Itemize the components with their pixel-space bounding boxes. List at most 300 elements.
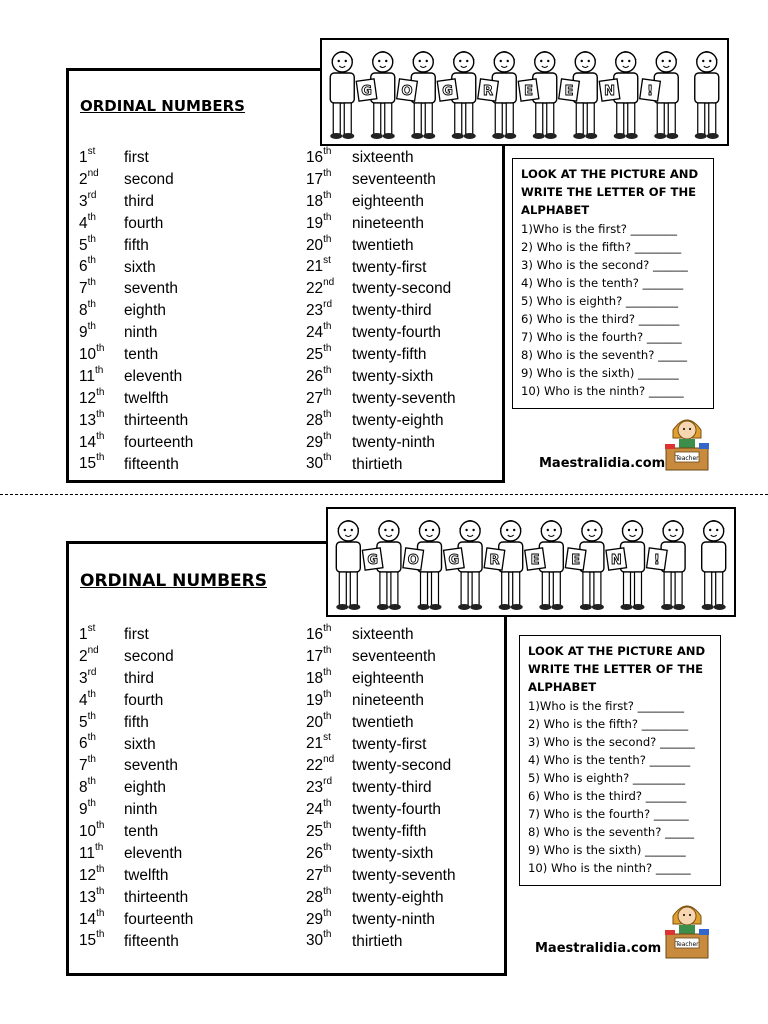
ordinal-number: [79, 408, 124, 430]
ordinal-row: [306, 931, 456, 953]
ordinal-digits: 24: [306, 324, 324, 342]
ordinal-word: twenty-ninth: [352, 433, 435, 451]
ordinal-suffix: th: [96, 408, 105, 420]
ordinal-word: thirtieth: [352, 932, 403, 950]
quiz-question: 3) Who is the second? ______: [521, 258, 688, 272]
ordinal-suffix: th: [323, 820, 332, 832]
ordinal-number: [306, 364, 352, 386]
ordinal-suffix: th: [87, 277, 96, 289]
banner-letter-card: [484, 548, 505, 570]
ordinal-number: [306, 211, 352, 233]
ordinal-word: sixteenth: [352, 626, 414, 644]
ordinal-row: [306, 885, 456, 910]
ordinal-number: [306, 688, 352, 710]
banner-letter: !: [647, 84, 654, 99]
ordinal-suffix: rd: [323, 776, 333, 788]
ordinal-number: [306, 454, 352, 473]
ordinal-word: thirteenth: [124, 888, 189, 906]
quiz-heading: LOOK AT THE PICTURE AND WRITE THE LETTER OF THE ALPHABET: [521, 167, 699, 217]
banner-letter: R: [489, 553, 500, 568]
ordinal-digits: 16: [306, 626, 324, 644]
ordinal-digits: 20: [306, 713, 324, 731]
ordinal-number: [306, 907, 352, 929]
ordinal-suffix: th: [323, 863, 332, 875]
banner-letter: !: [653, 553, 660, 568]
ordinal-row: [306, 666, 456, 691]
ordinal-suffix: th: [323, 430, 332, 442]
ordinal-row: [79, 189, 193, 214]
ordinal-number: [306, 279, 352, 298]
ordinal-number: [306, 233, 352, 255]
ordinal-number: [306, 148, 352, 167]
ordinal-word: twenty-sixth: [352, 368, 434, 386]
ordinal-suffix: th: [323, 452, 332, 464]
ordinal-row: [306, 863, 456, 888]
ordinal-suffix: th: [87, 710, 96, 722]
ordinal-suffix: th: [323, 623, 332, 634]
ordinal-suffix: th: [87, 798, 96, 810]
ordinal-digits: 29: [306, 910, 324, 928]
kid-figure: [330, 51, 354, 139]
ordinal-digits: 5: [79, 236, 88, 254]
ordinal-digits: 7: [79, 280, 88, 298]
ordinal-row: [79, 931, 193, 953]
quiz-question: 5) Who is eighth? _________: [521, 294, 679, 308]
ordinal-row: [306, 279, 456, 301]
ordinal-row: [306, 454, 456, 476]
banner-letter: E: [530, 553, 540, 568]
banner-letter-card: [606, 548, 627, 570]
ordinal-row: [306, 386, 456, 411]
ordinal-word: twenty-second: [352, 757, 452, 775]
ordinal-left-column-top: [79, 148, 193, 476]
page-title-top: ORDINAL NUMBERS: [80, 97, 245, 115]
banner-letter-card: [525, 548, 546, 570]
ordinal-digits: 2: [79, 648, 88, 666]
teacher-illustration-bottom: [661, 898, 713, 967]
banner-letter-card: [559, 79, 580, 101]
ordinal-digits: 12: [79, 866, 97, 884]
cut-line-divider: [0, 494, 768, 495]
ordinal-digits: 13: [79, 888, 97, 906]
kids-banner-bottom: [326, 507, 736, 617]
banner-letter: O: [407, 553, 419, 568]
ordinal-number: [79, 233, 124, 255]
quiz-heading: LOOK AT THE PICTURE AND WRITE THE LETTER OF THE ALPHABET: [528, 644, 706, 694]
ordinal-suffix: rd: [87, 666, 97, 678]
ordinal-word: twenty-fifth: [352, 823, 427, 841]
ordinal-suffix: th: [96, 885, 105, 897]
quiz-question: 1)Who is the first? ________: [521, 222, 678, 236]
ordinal-number: [306, 189, 352, 211]
ordinal-word: fifth: [124, 236, 149, 254]
ordinal-digits: 16: [306, 149, 324, 167]
ordinal-digits: 1: [79, 626, 88, 644]
ordinal-row: [79, 800, 193, 822]
ordinal-number: [79, 778, 124, 797]
ordinal-word: tenth: [124, 346, 159, 364]
ordinal-number: [79, 625, 124, 644]
ordinal-digits: 11: [79, 845, 95, 863]
ordinal-row: [306, 301, 456, 323]
banner-letter: R: [483, 84, 494, 99]
ordinal-word: tenth: [124, 823, 159, 841]
ordinal-digits: 9: [79, 801, 88, 819]
ordinal-row: [306, 778, 456, 800]
quiz-box-top: [512, 158, 714, 409]
quiz-box-bottom: [519, 635, 721, 886]
ordinal-digits: 14: [79, 433, 97, 451]
ordinal-suffix: th: [323, 146, 332, 157]
ordinal-suffix: th: [87, 688, 96, 700]
ordinal-row: [306, 167, 456, 192]
ordinal-number: [79, 863, 124, 885]
ordinal-number: [306, 625, 352, 644]
ordinal-digits: 23: [306, 302, 324, 320]
ordinal-number: [79, 257, 124, 276]
ordinal-word: twenty-first: [352, 258, 427, 276]
ordinal-row: [79, 885, 193, 910]
ordinal-suffix: th: [323, 408, 332, 420]
ordinal-number: [306, 778, 352, 797]
ordinal-row: [306, 189, 456, 214]
banner-letter: E: [564, 84, 574, 99]
ordinal-suffix: th: [323, 885, 332, 897]
quiz-question: 4) Who is the tenth? _______: [528, 753, 691, 767]
ordinal-suffix: th: [87, 299, 96, 311]
ordinal-number: [79, 167, 124, 189]
ordinal-row: [79, 279, 193, 301]
ordinal-row: [79, 454, 193, 476]
ordinal-digits: 17: [306, 648, 324, 666]
ordinal-digits: 27: [306, 866, 324, 884]
ordinal-number: [79, 931, 124, 950]
ordinal-digits: 25: [306, 823, 324, 841]
ordinal-digits: 28: [306, 888, 324, 906]
ordinal-row: [79, 386, 193, 411]
banner-letter-card: [397, 79, 418, 101]
ordinal-word: eighth: [124, 779, 166, 797]
ordinal-word: eighth: [124, 302, 166, 320]
ordinal-word: twenty-eighth: [352, 888, 444, 906]
ordinal-number: [79, 800, 124, 819]
quiz-question: 7) Who is the fourth? ______: [528, 807, 689, 821]
ordinal-number: [306, 257, 352, 276]
quiz-question: 8) Who is the seventh? _____: [528, 825, 695, 839]
banner-letter: G: [448, 553, 460, 568]
ordinal-digits: 22: [306, 280, 324, 298]
ordinal-digits: 20: [306, 236, 324, 254]
ordinal-row: [306, 408, 456, 433]
banner-letter-card: [356, 79, 377, 101]
quiz-question: 9) Who is the sixth) _______: [528, 843, 686, 857]
ordinal-left-column-bottom: [79, 625, 193, 953]
banner-letter: E: [524, 84, 533, 99]
ordinal-number: [306, 734, 352, 753]
ordinal-suffix: th: [323, 666, 332, 678]
banner-letter: N: [610, 553, 622, 568]
site-name-top: Maestralidia.com: [539, 456, 666, 471]
ordinal-digits: 23: [306, 779, 324, 797]
kid-figure: [695, 51, 719, 139]
ordinal-suffix: th: [96, 386, 105, 398]
banner-letter-card: [403, 548, 424, 570]
ordinal-suffix: nd: [87, 644, 99, 656]
ordinal-word: third: [124, 192, 154, 210]
teacher-sign-text: Teacher: [675, 455, 699, 462]
quiz-question: 10) Who is the ninth? ______: [528, 861, 691, 875]
ordinal-number: [306, 756, 352, 775]
ordinal-word: seventh: [124, 280, 178, 298]
ordinal-number: [306, 386, 352, 408]
ordinal-row: [79, 666, 193, 691]
ordinal-suffix: th: [87, 776, 96, 788]
ordinal-digits: 26: [306, 845, 324, 863]
ordinal-word: fourteenth: [124, 910, 194, 928]
ordinal-row: [79, 408, 193, 433]
ordinal-suffix: th: [87, 211, 96, 223]
ordinal-number: [79, 756, 124, 775]
ordinal-digits: 9: [79, 324, 88, 342]
ordinal-number: [79, 907, 124, 929]
ordinal-word: twenty-third: [352, 779, 432, 797]
ordinal-suffix: th: [323, 189, 332, 201]
ordinal-digits: 3: [79, 669, 88, 687]
ordinal-word: twenty-third: [352, 302, 432, 320]
ordinal-suffix: th: [323, 798, 332, 810]
ordinal-word: fourth: [124, 691, 164, 709]
ordinal-suffix: th: [323, 907, 332, 919]
ordinal-digits: 4: [79, 214, 88, 232]
ordinal-digits: 28: [306, 411, 324, 429]
ordinal-word: fourth: [124, 214, 164, 232]
ordinal-word: thirteenth: [124, 411, 189, 429]
ordinal-suffix: th: [87, 754, 96, 766]
ordinal-right-column-bottom: [306, 625, 456, 953]
ordinal-row: [79, 323, 193, 345]
banner-letter-card: [565, 548, 586, 570]
ordinal-row: [306, 148, 456, 170]
banner-letter-card: [444, 548, 465, 570]
ordinal-word: twenty-second: [352, 280, 452, 298]
quiz-question: 6) Who is the third? _______: [528, 789, 687, 803]
ordinal-number: [79, 710, 124, 732]
ordinal-word: twelfth: [124, 866, 169, 884]
ordinal-number: [79, 666, 124, 688]
ordinal-suffix: th: [323, 386, 332, 398]
ordinal-digits: 27: [306, 389, 324, 407]
kids-banner-top: [320, 38, 729, 146]
ordinal-digits: 24: [306, 801, 324, 819]
ordinal-word: twenty-seventh: [352, 389, 456, 407]
ordinal-word: seventeenth: [352, 171, 436, 189]
ordinal-row: [306, 688, 456, 713]
ordinal-number: [306, 931, 352, 950]
ordinal-suffix: rd: [87, 189, 97, 201]
ordinal-suffix: nd: [323, 754, 335, 766]
ordinal-digits: 5: [79, 713, 88, 731]
ordinal-suffix: th: [96, 343, 105, 355]
ordinal-suffix: th: [96, 820, 105, 832]
quiz-question: 6) Who is the third? _______: [521, 312, 680, 326]
ordinal-right-column-top: [306, 148, 456, 476]
ordinal-row: [306, 323, 456, 345]
ordinal-number: [306, 800, 352, 819]
ordinal-suffix: th: [323, 688, 332, 700]
ordinal-number: [306, 167, 352, 189]
ordinal-digits: 19: [306, 214, 324, 232]
ordinal-digits: 1: [79, 149, 88, 167]
ordinal-suffix: st: [87, 146, 96, 157]
quiz-question: 7) Who is the fourth? ______: [521, 330, 682, 344]
ordinal-digits: 26: [306, 368, 324, 386]
ordinal-word: eighteenth: [352, 669, 424, 687]
ordinal-word: seventh: [124, 757, 178, 775]
ordinal-word: twenty-eighth: [352, 411, 444, 429]
ordinal-row: [306, 211, 456, 236]
ordinal-digits: 12: [79, 389, 97, 407]
ordinal-number: [79, 386, 124, 408]
ordinal-suffix: th: [96, 430, 105, 442]
ordinal-row: [79, 756, 193, 778]
ordinal-number: [306, 666, 352, 688]
ordinal-row: [306, 625, 456, 647]
ordinal-suffix: th: [323, 343, 332, 355]
ordinal-word: sixth: [124, 258, 156, 276]
ordinal-word: sixteenth: [352, 149, 414, 167]
ordinal-suffix: th: [96, 863, 105, 875]
ordinal-row: [79, 688, 193, 713]
ordinal-word: nineteenth: [352, 214, 424, 232]
ordinal-word: twelfth: [124, 389, 169, 407]
ordinal-number: [306, 710, 352, 732]
ordinal-word: ninth: [124, 801, 158, 819]
ordinal-digits: 22: [306, 757, 324, 775]
ordinal-suffix: th: [323, 233, 332, 245]
page-title-bottom: ORDINAL NUMBERS: [80, 571, 267, 591]
ordinal-number: [306, 408, 352, 430]
ordinal-digits: 7: [79, 757, 88, 775]
ordinal-row: [79, 625, 193, 647]
ordinal-word: twenty-fourth: [352, 801, 441, 819]
ordinal-digits: 30: [306, 932, 324, 950]
ordinal-row: [79, 778, 193, 800]
ordinal-suffix: th: [87, 321, 96, 333]
ordinal-word: fifth: [124, 713, 149, 731]
banner-letter-card: [478, 79, 499, 101]
banner-letter: N: [604, 84, 615, 99]
ordinal-word: first: [124, 626, 149, 644]
ordinal-word: twentieth: [352, 713, 414, 731]
ordinal-number: [79, 211, 124, 233]
ordinal-row: [79, 364, 193, 389]
ordinal-word: ninth: [124, 324, 158, 342]
ordinal-row: [79, 841, 193, 866]
banner-letter-card: [599, 79, 620, 101]
ordinal-suffix: th: [87, 255, 96, 267]
ordinal-suffix: nd: [87, 167, 99, 179]
ordinal-digits: 11: [79, 368, 95, 386]
ordinal-number: [79, 301, 124, 320]
ordinal-digits: 6: [79, 258, 88, 276]
ordinal-number: [306, 301, 352, 320]
ordinal-digits: 10: [79, 346, 97, 364]
quiz-question: 5) Who is eighth? _________: [528, 771, 686, 785]
ordinal-digits: 3: [79, 192, 88, 210]
ordinal-word: nineteenth: [352, 691, 424, 709]
ordinal-number: [79, 364, 124, 386]
ordinal-digits: 15: [79, 932, 97, 950]
ordinal-digits: 6: [79, 735, 88, 753]
ordinal-row: [79, 233, 193, 258]
ordinal-number: [79, 454, 124, 473]
ordinal-number: [306, 885, 352, 907]
ordinal-row: [79, 644, 193, 669]
ordinal-row: [79, 211, 193, 236]
ordinal-digits: 2: [79, 171, 88, 189]
ordinal-suffix: th: [94, 364, 104, 376]
ordinal-row: [306, 644, 456, 669]
ordinal-number: [306, 430, 352, 452]
ordinal-digits: 25: [306, 346, 324, 364]
ordinal-row: [79, 710, 193, 735]
ordinal-word: twentieth: [352, 236, 414, 254]
ordinal-suffix: th: [96, 929, 105, 941]
quiz-question: 2) Who is the fifth? ________: [528, 717, 689, 731]
ordinal-word: fourteenth: [124, 433, 194, 451]
ordinal-word: eleventh: [124, 845, 183, 863]
ordinal-number: [306, 822, 352, 841]
ordinal-suffix: nd: [323, 277, 335, 289]
quiz-question: 1)Who is the first? ________: [528, 699, 685, 713]
ordinal-row: [79, 257, 193, 279]
ordinal-word: eleventh: [124, 368, 183, 386]
ordinal-suffix: th: [323, 841, 332, 853]
quiz-question: 9) Who is the sixth) _______: [521, 366, 679, 380]
ordinal-row: [79, 148, 193, 170]
ordinal-digits: 14: [79, 910, 97, 928]
ordinal-digits: 10: [79, 823, 97, 841]
ordinal-suffix: st: [323, 255, 331, 267]
ordinal-suffix: th: [323, 710, 332, 722]
kid-figure: [336, 520, 360, 610]
ordinal-row: [79, 863, 193, 888]
ordinal-suffix: th: [323, 364, 332, 376]
ordinal-digits: 18: [306, 192, 324, 210]
ordinal-word: twenty-ninth: [352, 910, 435, 928]
banner-letter: G: [367, 553, 378, 568]
ordinal-digits: 4: [79, 691, 88, 709]
banner-letter: E: [571, 553, 581, 568]
ordinal-row: [79, 822, 193, 844]
teacher-sign-text: Teacher: [675, 941, 699, 948]
ordinal-number: [79, 189, 124, 211]
ordinal-word: second: [124, 648, 174, 666]
ordinal-suffix: th: [96, 907, 105, 919]
banner-letter-card: [518, 79, 539, 101]
ordinal-suffix: st: [323, 732, 331, 744]
ordinal-suffix: th: [323, 167, 332, 179]
ordinal-number: [79, 822, 124, 841]
banner-letter-card: [362, 548, 383, 570]
ordinal-digits: 21: [306, 258, 324, 276]
ordinal-word: sixth: [124, 735, 156, 753]
ordinal-number: [79, 148, 124, 167]
ordinal-suffix: st: [87, 623, 96, 634]
ordinal-suffix: th: [323, 211, 332, 223]
kid-figure: [702, 520, 726, 610]
ordinal-number: [306, 323, 352, 342]
